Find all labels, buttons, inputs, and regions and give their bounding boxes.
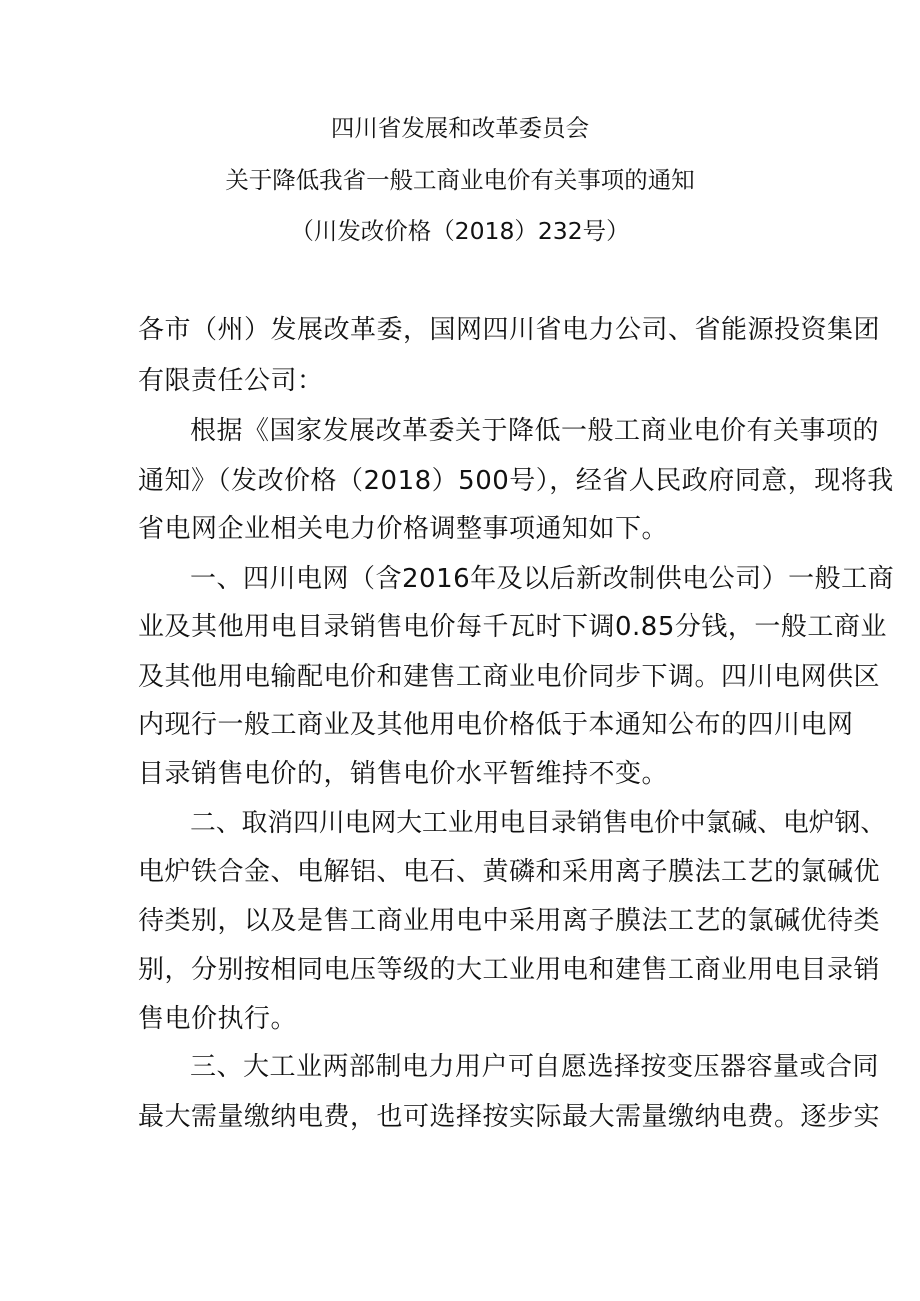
addressee-line: 有限责任公司： [138, 366, 324, 396]
paragraph-line: 三、大工业两部制电力用户可自愿选择按变压器容量或合同 [190, 1052, 880, 1082]
paragraph-line: 最大需量缴纳电费，也可选择按实际最大需量缴纳电费。逐步实 [138, 1102, 881, 1132]
paragraph-line: 根据《国家发展改革委关于降低一般工商业电价有关事项的 [190, 416, 880, 446]
paragraph-line: 二、取消四川电网大工业用电目录销售电价中氯碱、电炉钢、 [190, 808, 887, 838]
paragraph-line: 及其他用电输配电价和建售工商业电价同步下调。四川电网供区 [138, 662, 881, 692]
paragraph-line: 内现行一般工商业及其他用电价格低于本通知公布的四川电网 [138, 710, 854, 740]
paragraph-line: 业及其他用电目录销售电价每千瓦时下调0.85分钱，一般工商业 [138, 612, 887, 642]
document-number: （川发改价格（2018）232号） [290, 217, 630, 245]
paragraph-line: 目录销售电价的，销售电价水平暂维持不变。 [138, 759, 669, 789]
paragraph-line: 售电价执行。 [138, 1004, 298, 1034]
paragraph-line: 一、四川电网（含2016年及以后新改制供电公司）一般工商 [190, 564, 895, 594]
addressee-line: 各市（州）发展改革委，国网四川省电力公司、省能源投资集团 [138, 315, 881, 345]
paragraph-line: 别，分别按相同电压等级的大工业用电和建售工商业用电目录销 [138, 955, 881, 985]
paragraph-line: 电炉铁合金、电解铝、电石、黄磷和采用离子膜法工艺的氯碱优 [138, 857, 881, 887]
issuer-title: 四川省发展和改革委员会 [330, 114, 590, 142]
notice-title: 关于降低我省一般工商业电价有关事项的通知 [225, 166, 695, 194]
paragraph-line: 通知》（发改价格（2018）500号），经省人民政府同意，现将我 [138, 466, 894, 496]
paragraph-line: 待类别，以及是售工商业用电中采用离子膜法工艺的氯碱优待类 [138, 906, 881, 936]
paragraph-line: 省电网企业相关电力价格调整事项通知如下。 [138, 514, 669, 544]
